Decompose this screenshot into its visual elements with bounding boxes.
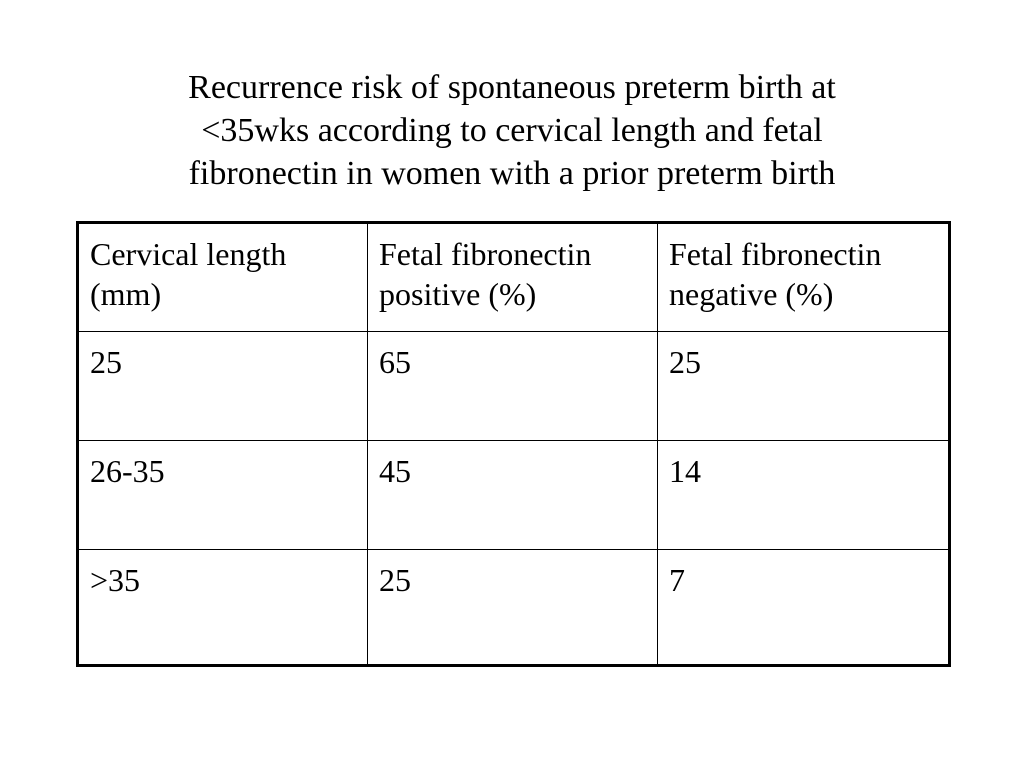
- cell-ffn-positive: 45: [368, 441, 658, 550]
- cell-ffn-negative: 25: [658, 332, 950, 441]
- header-cervical-length-line2: (mm): [90, 276, 162, 312]
- cell-cervical-length: 26-35: [78, 441, 368, 550]
- header-ffn-positive-line1: Fetal fibronectin: [379, 236, 592, 272]
- title-line-2: <35wks according to cervical length and fetal: [201, 112, 823, 149]
- cell-ffn-negative: 7: [658, 550, 950, 666]
- cell-ffn-positive: 65: [368, 332, 658, 441]
- title-line-3: fibronectin in women with a prior preterm birth: [188, 155, 836, 192]
- header-cervical-length-line1: Cervical length: [90, 236, 287, 272]
- recurrence-risk-table: [76, 221, 951, 667]
- title-line-1: Recurrence risk of spontaneous preterm birth at: [188, 69, 836, 106]
- cell-ffn-positive: 25: [368, 550, 658, 666]
- cell-ffn-negative: 14: [658, 441, 950, 550]
- header-ffn-negative-line1: Fetal fibronectin: [669, 236, 882, 272]
- slide-title: [90, 66, 934, 195]
- header-ffn-positive: [368, 223, 658, 332]
- cell-cervical-length: >35: [78, 550, 368, 666]
- table-row: [78, 441, 950, 550]
- table-row: [78, 332, 950, 441]
- header-cervical-length: [78, 223, 368, 332]
- header-ffn-negative-line2: negative (%): [669, 276, 834, 312]
- header-ffn-positive-line2: positive (%): [379, 276, 537, 312]
- header-ffn-negative: [658, 223, 950, 332]
- table-row: [78, 550, 950, 666]
- cell-cervical-length: 25: [78, 332, 368, 441]
- table-header-row: [78, 223, 950, 332]
